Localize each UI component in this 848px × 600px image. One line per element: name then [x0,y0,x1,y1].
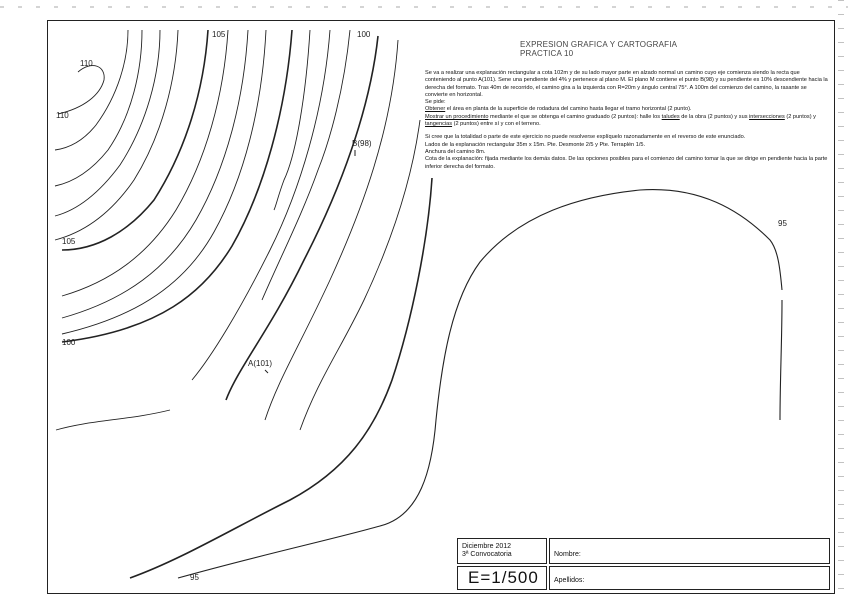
contour-line [62,30,248,318]
label-100-top: 100 [357,30,371,39]
name-field[interactable] [549,538,830,564]
label-95-right: 95 [778,219,787,228]
date-cell [457,538,547,564]
statement-item-procedure: Mostrar un procedimiento mediante el que se obtenga el camino graduado (2 puntos): halle los taludes de la obra (2 puntos) y sus intersecciones (2 puntos) y tangencias (2 puntos) entre sí y con el terreno. [425,113,816,128]
practice-number: PRACTICA 10 [520,49,574,58]
contour-line [226,36,378,400]
contour-line [265,40,398,420]
contour-line [55,30,128,150]
surname-field[interactable] [549,566,830,590]
contour-line [262,30,350,300]
point-a-marker [265,370,268,373]
label-105-left: 105 [62,237,76,246]
scale-cell [457,566,547,590]
label-110-left: 110 [56,111,69,120]
label-100-left: 100 [62,338,76,347]
statement-note: Si cree que la totalidad o parte de este ejercicio no puede resolverse explíquelo razonadamente en el reverso de este enunciado. [425,134,746,141]
exercise-statement [425,70,830,171]
contour-line [55,30,142,186]
point-b-label: B(98) [352,139,372,148]
contour-line [56,410,170,430]
scale-value: E=1/500 [468,568,539,587]
title-block [457,538,830,590]
statement-elevation: Cota de la explanación: fijada mediante los demás datos. De las opciones posibles para el comienzo del camino tomar la que se dirige en pendiente hacia la parte inferior derecha del formato. [425,156,828,170]
statement-dimensions: Lados de la explanación rectangular 35m x 15m. Pte. Desmonte 2/5 y Pte. Terraplén 1/5. [425,141,646,148]
name-label: Nombre: [554,551,581,558]
contour-line [58,66,104,114]
exam-date: Diciembre 2012 [462,543,512,550]
statement-paragraph: Se va a realizar una explanación rectangular a cota 102m y de su lado mayor parte en alzado normal un camino cuyo eje comienza siendo la recta que conteniendo al punto A(101). Sene una pendiente del 4% y pertenece al plano M. El plano M contiene el punto B(98) y su pendiente es 10% descendiente hacia la derecha del formato. Tras 40m de recorrido, el camino gira a la izquierda con R=20m y ángulo central 75°. A 100m del comienzo del camino, la rasante se convierte en horizontal. [425,70,828,98]
contour-line [274,30,310,210]
statement-item-area: Obtener el área en planta de la superficie de rodadura del camino hasta llegar el tramo horizontal (2 punto). [425,106,692,113]
practice-header [520,40,820,58]
contour-line [300,120,420,430]
statement-request: Se pide: [425,99,446,106]
contour-line [62,30,292,342]
statement-width: Anchura del camino 8m. [425,148,486,155]
surname-label: Apellidos: [554,577,585,584]
label-110: 110 [80,59,93,68]
contour-line [55,30,160,216]
label-105-top: 105 [212,30,226,39]
point-a-label: A(101) [248,359,273,368]
contour-line [130,178,432,578]
label-95-bottom: 95 [190,573,199,582]
contour-line-extension [780,300,782,420]
contour-line-95 [178,190,782,578]
exam-session: 3ª Convocatoria [462,551,512,558]
course-title: EXPRESION GRAFICA Y CARTOGRAFIA [520,40,678,49]
